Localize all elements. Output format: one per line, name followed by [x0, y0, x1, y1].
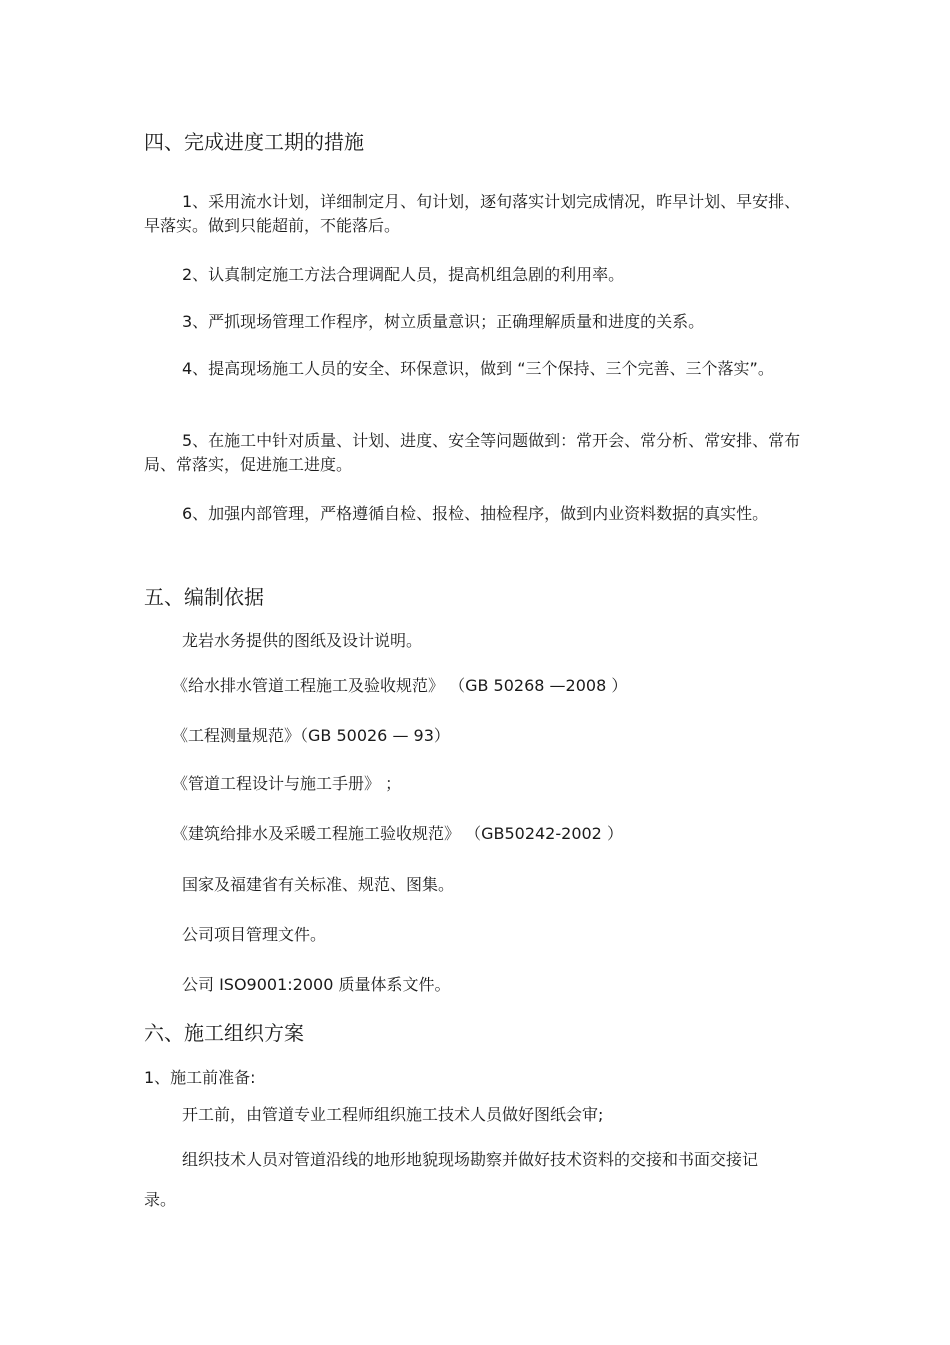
section-4-heading: 四、完成进度工期的措施 — [144, 130, 364, 154]
basis-item: 《建筑给排水及采暖工程施工验收规范》 （GB50242-2002 ） — [172, 824, 623, 843]
basis-item: 《给水排水管道工程施工及验收规范》 （GB 50268 —2008 ） — [172, 676, 628, 695]
section-4-item-2: 2、认真制定施工方法合理调配人员，提高机组急剧的利用率。 — [182, 265, 625, 284]
section-4-item-4: 4、提高现场施工人员的安全、环保意识，做到 “三个保持、三个完善、三个落实”。 — [182, 359, 774, 378]
paragraph: 开工前，由管道专业工程师组织施工技术人员做好图纸会审; — [182, 1105, 604, 1124]
basis-item: 国家及福建省有关标准、规范、图集。 — [182, 875, 455, 894]
basis-item: 公司项目管理文件。 — [182, 925, 327, 944]
section-6-heading: 六、施工组织方案 — [144, 1021, 304, 1045]
section-4-item-1: 1、采用流水计划，详细制定月、旬计划，逐旬落实计划完成情况，昨早计划、早安排、早落实。做到只能超前，不能落后。 — [144, 192, 801, 235]
subsection-heading: 1、施工前准备: — [144, 1068, 256, 1087]
basis-item: 《工程测量规范》（GB 50026 — 93） — [172, 726, 450, 745]
paragraph: 组织技术人员对管道沿线的地形地貌现场勘察并做好技术资料的交接和书面交接记录。 — [144, 1150, 759, 1209]
section-4-item-3: 3、严抓现场管理工作程序，树立质量意识；正确理解质量和进度的关系。 — [182, 312, 705, 331]
section-5-heading: 五、编制依据 — [144, 585, 264, 609]
basis-item: 龙岩水务提供的图纸及设计说明。 — [182, 631, 423, 650]
section-4-item-5: 5、在施工中针对质量、计划、进度、安全等问题做到：常开会、常分析、常安排、常布局、常落实，促进施工进度。 — [144, 431, 801, 474]
basis-item: 公司 ISO9001:2000 质量体系文件。 — [182, 975, 451, 994]
section-4-item-6: 6、加强内部管理，严格遵循自检、报检、抽检程序，做到内业资料数据的真实性。 — [182, 504, 769, 523]
basis-item: 《管道工程设计与施工手册》 ； — [172, 774, 402, 793]
